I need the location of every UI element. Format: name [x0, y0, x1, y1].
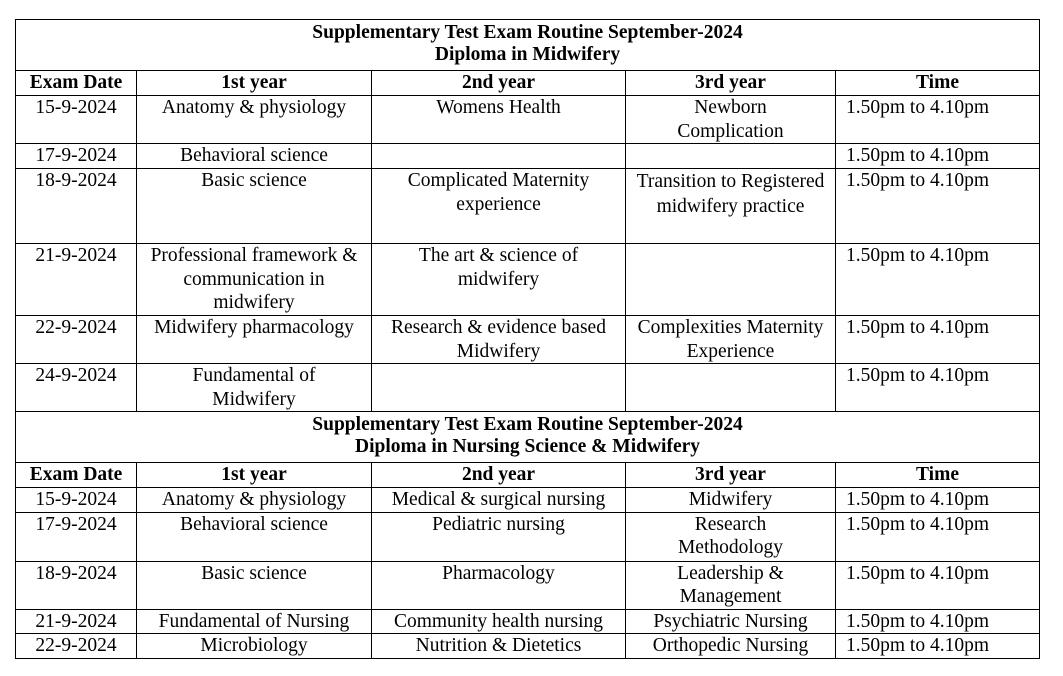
second-year-subject: Nutrition & Dietetics: [372, 634, 626, 659]
exam-time: 1.50pm to 4.10pm: [836, 96, 1040, 144]
exam-date: 22-9-2024: [16, 634, 137, 659]
third-year-subject: Transition to Registered midwifery practice: [626, 169, 836, 244]
second-year-subject: Community health nursing: [372, 609, 626, 634]
exam-date: 17-9-2024: [16, 144, 137, 169]
table-row: [16, 169, 1040, 244]
table-row: [16, 488, 1040, 513]
second-year-subject: Womens Health: [372, 96, 626, 144]
table-row: [16, 364, 1040, 412]
header-3rd-year: 3rd year: [626, 71, 836, 96]
exam-time: 1.50pm to 4.10pm: [836, 512, 1040, 561]
first-year-subject: Basic science: [137, 169, 372, 244]
first-year-subject: Anatomy & physiology: [137, 488, 372, 513]
table-row: [16, 316, 1040, 364]
table-row: [16, 634, 1040, 659]
first-year-subject: Behavioral science: [137, 144, 372, 169]
first-year-subject: Anatomy & physiology: [137, 96, 372, 144]
exam-time: 1.50pm to 4.10pm: [836, 244, 1040, 316]
exam-date: 15-9-2024: [16, 488, 137, 513]
section1-title-cell: [16, 20, 1040, 71]
section1-subtitle: Diploma in Midwifery: [434, 44, 621, 65]
header-3rd-year: 3rd year: [626, 463, 836, 488]
exam-time: 1.50pm to 4.10pm: [836, 169, 1040, 244]
exam-time: 1.50pm to 4.10pm: [836, 316, 1040, 364]
table-row: [16, 561, 1040, 609]
exam-time: 1.50pm to 4.10pm: [836, 488, 1040, 513]
section1-header-row: [16, 71, 1040, 96]
exam-date: 21-9-2024: [16, 244, 137, 316]
exam-time: 1.50pm to 4.10pm: [836, 144, 1040, 169]
third-year-subject: Newborn Complication: [626, 96, 836, 144]
exam-time: 1.50pm to 4.10pm: [836, 609, 1040, 634]
exam-time: 1.50pm to 4.10pm: [836, 364, 1040, 412]
header-time: Time: [836, 71, 1040, 96]
table-row: [16, 144, 1040, 169]
section2-header-row: [16, 463, 1040, 488]
section2-title: Supplementary Test Exam Routine September-2024: [312, 414, 743, 435]
second-year-subject: Pharmacology: [372, 561, 626, 609]
second-year-subject: Complicated Maternity experience: [372, 169, 626, 244]
third-year-subject: Midwifery: [626, 488, 836, 513]
third-year-subject: [626, 364, 836, 412]
first-year-subject: Fundamental of Midwifery: [137, 364, 372, 412]
section2-subtitle: Diploma in Nursing Science & Midwifery: [354, 436, 701, 457]
exam-date: 18-9-2024: [16, 561, 137, 609]
third-year-subject: Research Methodology: [626, 512, 836, 561]
exam-date: 21-9-2024: [16, 609, 137, 634]
exam-time: 1.50pm to 4.10pm: [836, 634, 1040, 659]
third-year-subject: Leadership & Management: [626, 561, 836, 609]
table-row: [16, 244, 1040, 316]
header-1st-year: 1st year: [137, 463, 372, 488]
section2-title-row: [16, 412, 1040, 463]
third-year-subject: Psychiatric Nursing: [626, 609, 836, 634]
exam-date: 17-9-2024: [16, 512, 137, 561]
second-year-subject: Medical & surgical nursing: [372, 488, 626, 513]
second-year-subject: The art & science of midwifery: [372, 244, 626, 316]
third-year-subject: [626, 144, 836, 169]
exam-date: 22-9-2024: [16, 316, 137, 364]
table-row: [16, 512, 1040, 561]
third-year-subject: Orthopedic Nursing: [626, 634, 836, 659]
first-year-subject: Midwifery pharmacology: [137, 316, 372, 364]
second-year-subject: Research & evidence based Midwifery: [372, 316, 626, 364]
header-exam-date: Exam Date: [16, 463, 137, 488]
exam-routine-document: [15, 19, 1039, 659]
header-2nd-year: 2nd year: [372, 71, 626, 96]
section1-title-row: [16, 20, 1040, 71]
section1-title: Supplementary Test Exam Routine September-2024: [312, 22, 743, 43]
third-year-subject: Complexities Maternity Experience: [626, 316, 836, 364]
first-year-subject: Behavioral science: [137, 512, 372, 561]
table-row: [16, 609, 1040, 634]
first-year-subject: Fundamental of Nursing: [137, 609, 372, 634]
section2-title-cell: [16, 412, 1040, 463]
first-year-subject: Professional framework & communication in midwifery: [137, 244, 372, 316]
second-year-subject: Pediatric nursing: [372, 512, 626, 561]
exam-date: 24-9-2024: [16, 364, 137, 412]
second-year-subject: [372, 144, 626, 169]
exam-routine-table: [15, 19, 1040, 659]
header-exam-date: Exam Date: [16, 71, 137, 96]
second-year-subject: [372, 364, 626, 412]
first-year-subject: Microbiology: [137, 634, 372, 659]
exam-date: 15-9-2024: [16, 96, 137, 144]
header-time: Time: [836, 463, 1040, 488]
table-row: [16, 96, 1040, 144]
header-2nd-year: 2nd year: [372, 463, 626, 488]
header-1st-year: 1st year: [137, 71, 372, 96]
exam-time: 1.50pm to 4.10pm: [836, 561, 1040, 609]
third-year-subject: [626, 244, 836, 316]
first-year-subject: Basic science: [137, 561, 372, 609]
exam-date: 18-9-2024: [16, 169, 137, 244]
